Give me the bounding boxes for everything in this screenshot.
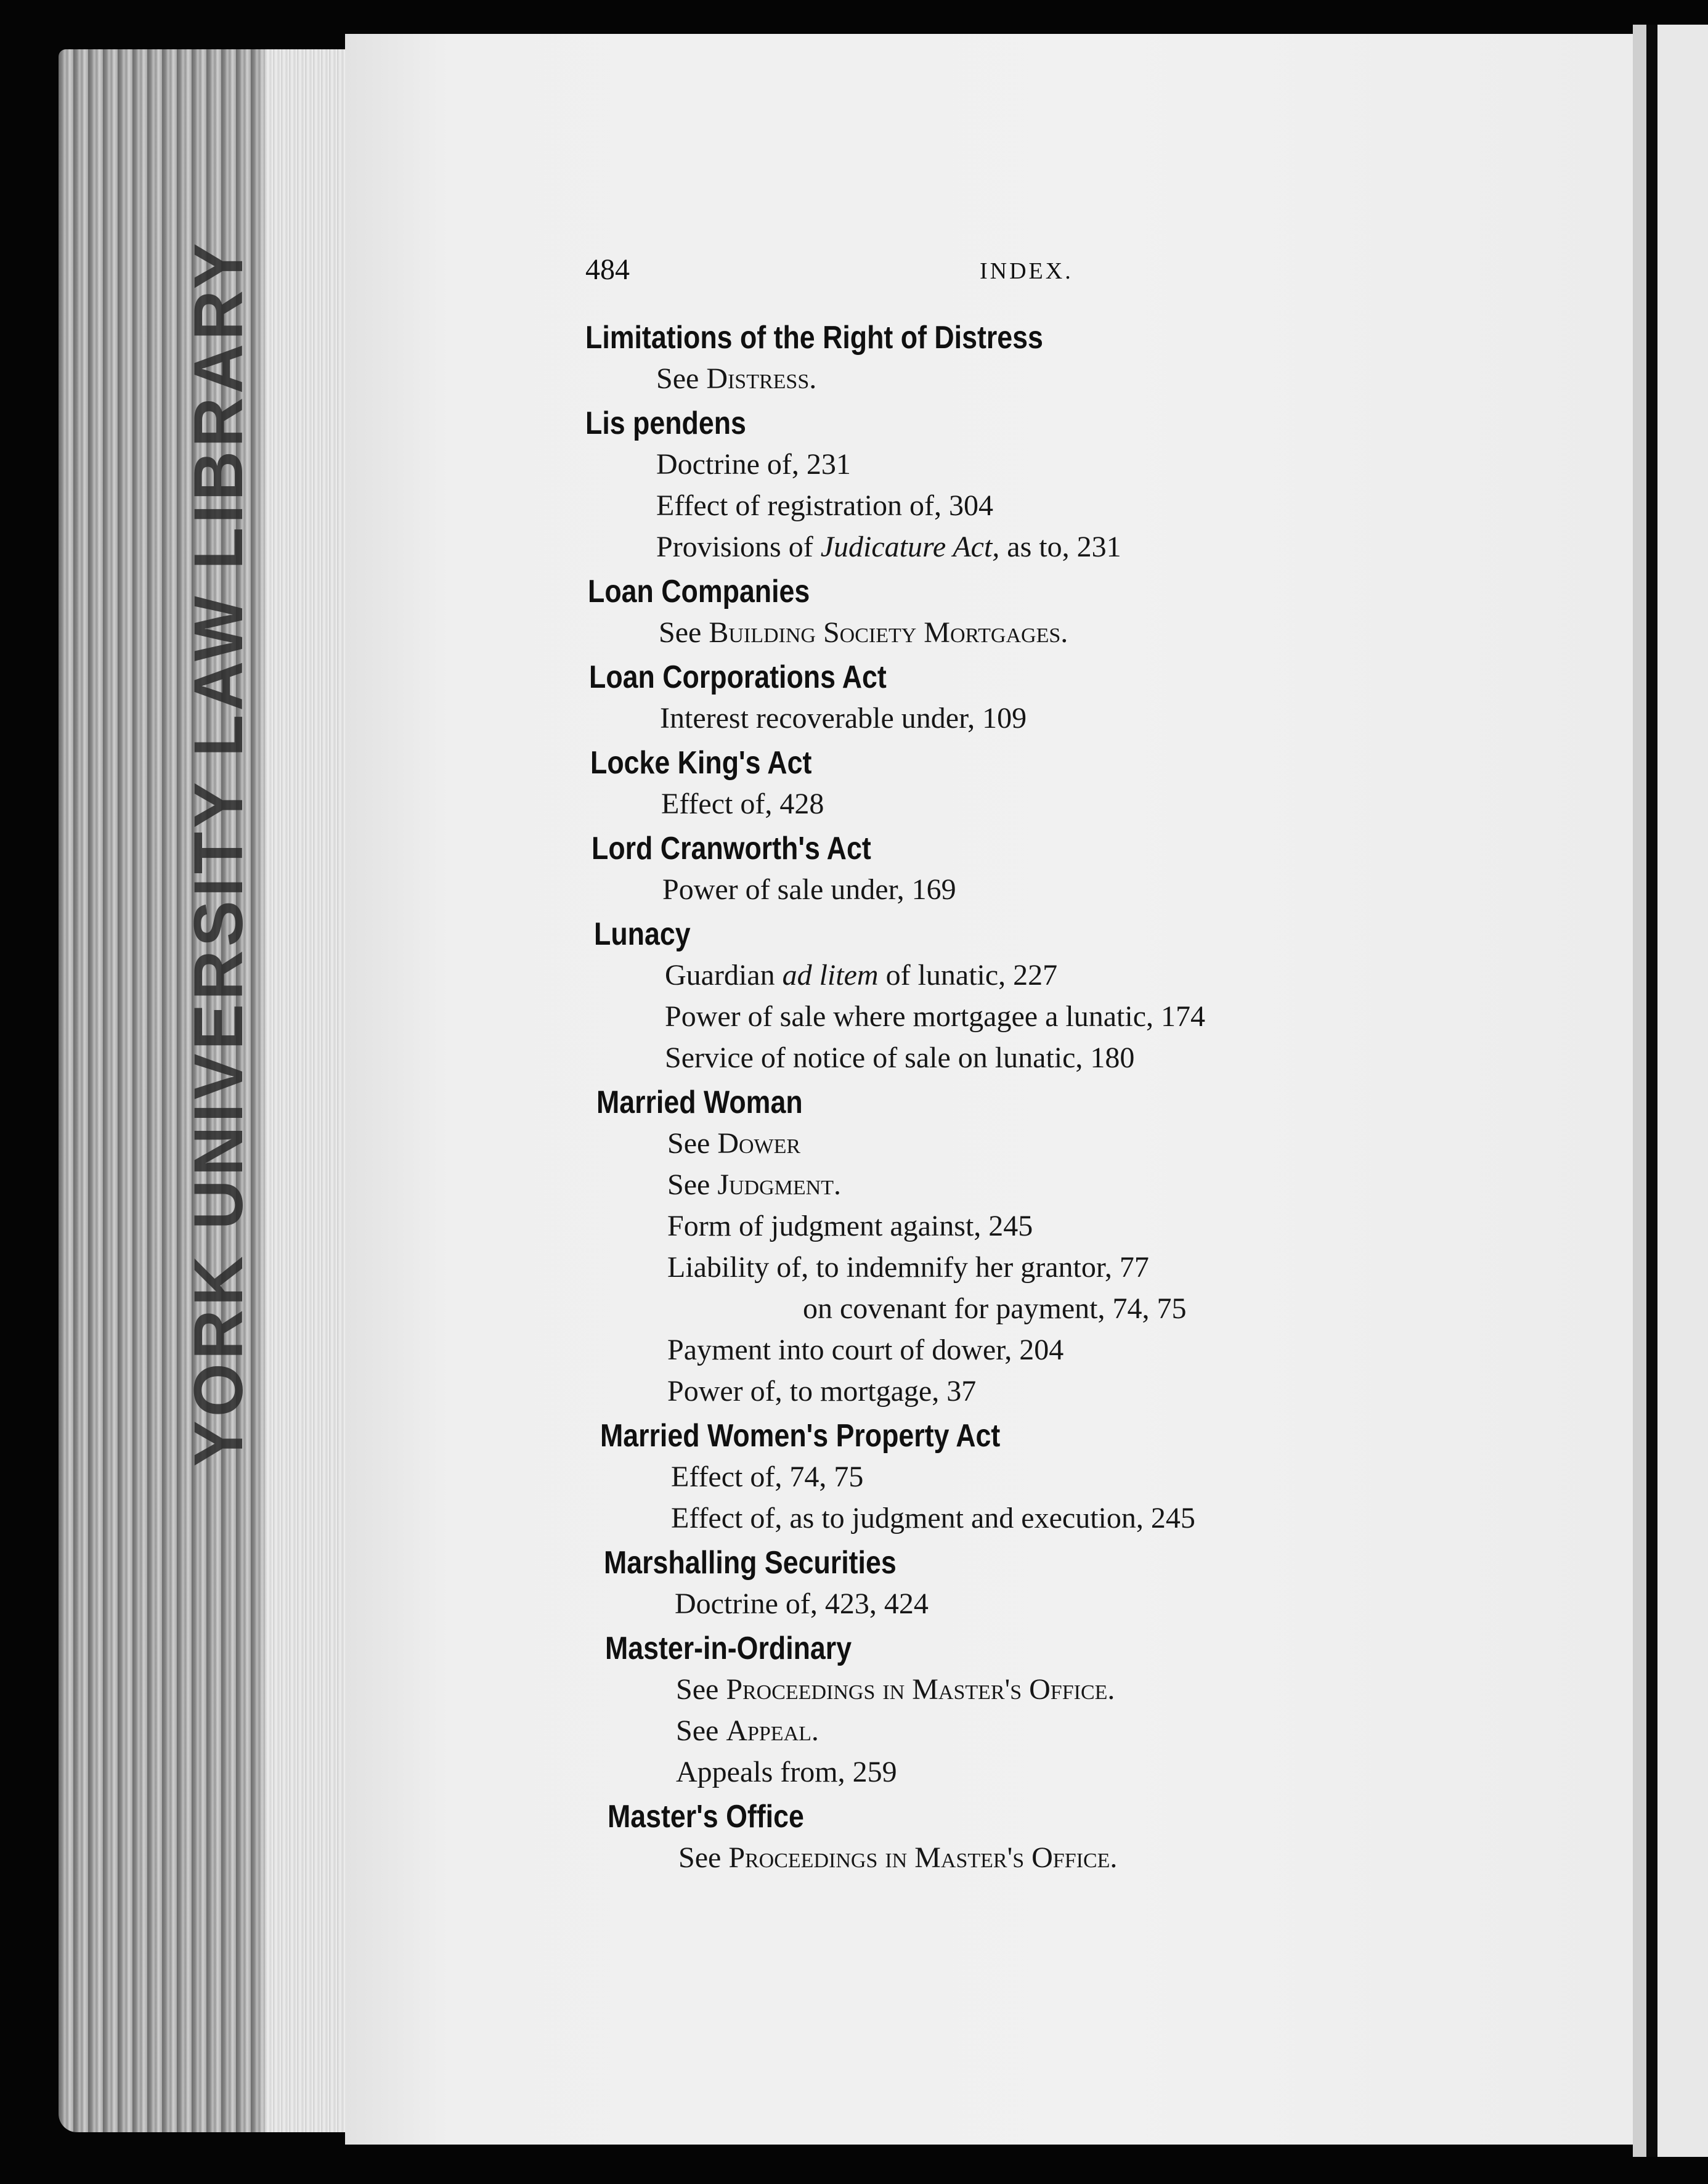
entry-heading: Loan Corporations Act bbox=[589, 659, 887, 695]
subitem-text: See bbox=[659, 616, 709, 649]
entry-subitem bbox=[592, 869, 1602, 910]
entry-subitem bbox=[600, 1497, 1602, 1539]
cross-reference: Proceedings in Master's Office bbox=[728, 1841, 1110, 1874]
entry-subitem bbox=[585, 526, 1602, 568]
entry-heading: Master-in-Ordinary bbox=[605, 1631, 852, 1666]
subitem-italic-text: ad litem bbox=[782, 959, 879, 992]
entry-subitem bbox=[596, 1329, 1602, 1371]
entry-heading: Loan Companies bbox=[588, 574, 810, 609]
subitem-text: See bbox=[676, 1714, 726, 1747]
entry-subitem bbox=[596, 1164, 1602, 1205]
subitem-text-suffix: . bbox=[1110, 1841, 1118, 1874]
subitem-italic-text: Judicature Act, bbox=[820, 531, 1000, 563]
entry-subitem bbox=[604, 1583, 1602, 1624]
page-header bbox=[585, 253, 1078, 302]
entry-heading: Marshalling Securities bbox=[604, 1545, 897, 1581]
running-title: INDEX. bbox=[980, 258, 1073, 284]
subitem-text: See bbox=[678, 1841, 729, 1874]
entry-heading: Lis pendens bbox=[585, 405, 746, 441]
entry-subitem bbox=[594, 955, 1602, 996]
subitem-text: Service of notice of sale on lunatic, 180 bbox=[665, 1041, 1135, 1074]
index-entry bbox=[594, 914, 1602, 1078]
entry-heading: Master's Office bbox=[608, 1799, 804, 1835]
entry-subitem bbox=[605, 1751, 1602, 1793]
entry-subitem bbox=[600, 1456, 1602, 1497]
subitem-text-suffix: as to, 231 bbox=[999, 531, 1121, 563]
subitem-text-suffix: . bbox=[811, 1714, 819, 1747]
page-number: 484 bbox=[585, 253, 630, 286]
subitem-text: Guardian bbox=[665, 959, 783, 992]
index-entry bbox=[600, 1416, 1602, 1539]
subitem-text: Effect of, as to judgment and execution, 245 bbox=[671, 1502, 1195, 1534]
index-entry bbox=[589, 657, 1602, 739]
cross-reference: Proceedings in Master's Office bbox=[726, 1673, 1108, 1706]
entry-subitem bbox=[596, 1371, 1602, 1412]
subitem-text-suffix: . bbox=[1107, 1673, 1115, 1706]
entry-subitem bbox=[596, 1288, 1602, 1329]
facing-page-sliver bbox=[1657, 25, 1708, 2157]
entry-subitem bbox=[590, 783, 1602, 825]
cross-reference: Dower bbox=[717, 1127, 801, 1160]
cross-reference: Building Society Mortgages bbox=[709, 616, 1061, 649]
subitem-text: Appeals from, 259 bbox=[676, 1756, 897, 1788]
entry-heading: Limitations of the Right of Distress bbox=[585, 320, 1043, 356]
index-entry bbox=[585, 317, 1602, 399]
subitem-text: See bbox=[656, 362, 707, 395]
gutter bbox=[1633, 25, 1646, 2157]
subitem-text: Doctrine of, 231 bbox=[656, 448, 851, 481]
cross-reference: Appeal bbox=[726, 1714, 811, 1747]
entry-subitem bbox=[605, 1710, 1602, 1751]
index-entries bbox=[585, 317, 1602, 1882]
entry-heading: Married Women's Property Act bbox=[600, 1418, 1001, 1454]
entry-heading: Locke King's Act bbox=[590, 745, 812, 781]
entry-heading: Lunacy bbox=[594, 916, 691, 952]
library-stamp: YORK UNIVERSITY LAW LIBRARY bbox=[180, 239, 257, 1467]
subitem-text-suffix: . bbox=[1060, 616, 1068, 649]
subitem-text: Effect of registration of, 304 bbox=[656, 489, 993, 522]
entry-heading: Lord Cranworth's Act bbox=[592, 831, 871, 866]
index-entry bbox=[605, 1628, 1602, 1793]
subitem-text: Form of judgment against, 245 bbox=[667, 1210, 1033, 1242]
cross-reference: Judgment bbox=[717, 1168, 834, 1201]
entry-subitem bbox=[588, 612, 1602, 653]
subitem-text: Payment into court of dower, 204 bbox=[667, 1334, 1064, 1366]
entry-subitem bbox=[585, 444, 1602, 485]
subitem-text: Provisions of bbox=[656, 531, 821, 563]
index-entry bbox=[596, 1082, 1602, 1412]
entry-subitem bbox=[585, 358, 1602, 399]
subitem-text: See bbox=[676, 1673, 726, 1706]
entry-subitem bbox=[585, 485, 1602, 526]
subitem-text: Effect of, 74, 75 bbox=[671, 1461, 864, 1493]
subitem-text: Power of sale where mortgagee a lunatic, 174 bbox=[665, 1000, 1206, 1033]
subitem-text: on covenant for payment, 74, 75 bbox=[803, 1292, 1187, 1325]
subitem-text: See bbox=[667, 1127, 718, 1160]
index-entry bbox=[585, 403, 1602, 568]
entry-subitem bbox=[608, 1837, 1602, 1878]
index-entry bbox=[590, 743, 1602, 825]
subitem-text: See bbox=[667, 1168, 718, 1201]
entry-subitem bbox=[596, 1205, 1602, 1247]
subitem-text-suffix: . bbox=[833, 1168, 841, 1201]
subitem-text-suffix: . bbox=[809, 362, 817, 395]
subitem-text: Interest recoverable under, 109 bbox=[660, 702, 1027, 735]
cross-reference: Distress bbox=[706, 362, 810, 395]
entry-subitem bbox=[594, 1037, 1602, 1078]
index-entry bbox=[608, 1796, 1602, 1878]
subitem-text: Liability of, to indemnify her grantor, 77 bbox=[667, 1251, 1149, 1284]
index-entry bbox=[592, 828, 1602, 910]
subitem-text-suffix: of lunatic, 227 bbox=[878, 959, 1058, 992]
index-entry bbox=[604, 1542, 1602, 1624]
entry-heading: Married Woman bbox=[596, 1085, 803, 1120]
subitem-text: Doctrine of, 423, 424 bbox=[675, 1587, 929, 1620]
subitem-text: Power of, to mortgage, 37 bbox=[667, 1375, 977, 1408]
entry-subitem bbox=[596, 1247, 1602, 1288]
entry-subitem bbox=[589, 698, 1602, 739]
entry-subitem bbox=[596, 1123, 1602, 1164]
subitem-text: Effect of, 428 bbox=[661, 788, 824, 820]
entry-subitem bbox=[594, 996, 1602, 1037]
entry-subitem bbox=[605, 1669, 1602, 1710]
index-entry bbox=[588, 571, 1602, 653]
subitem-text: Power of sale under, 169 bbox=[662, 873, 956, 906]
